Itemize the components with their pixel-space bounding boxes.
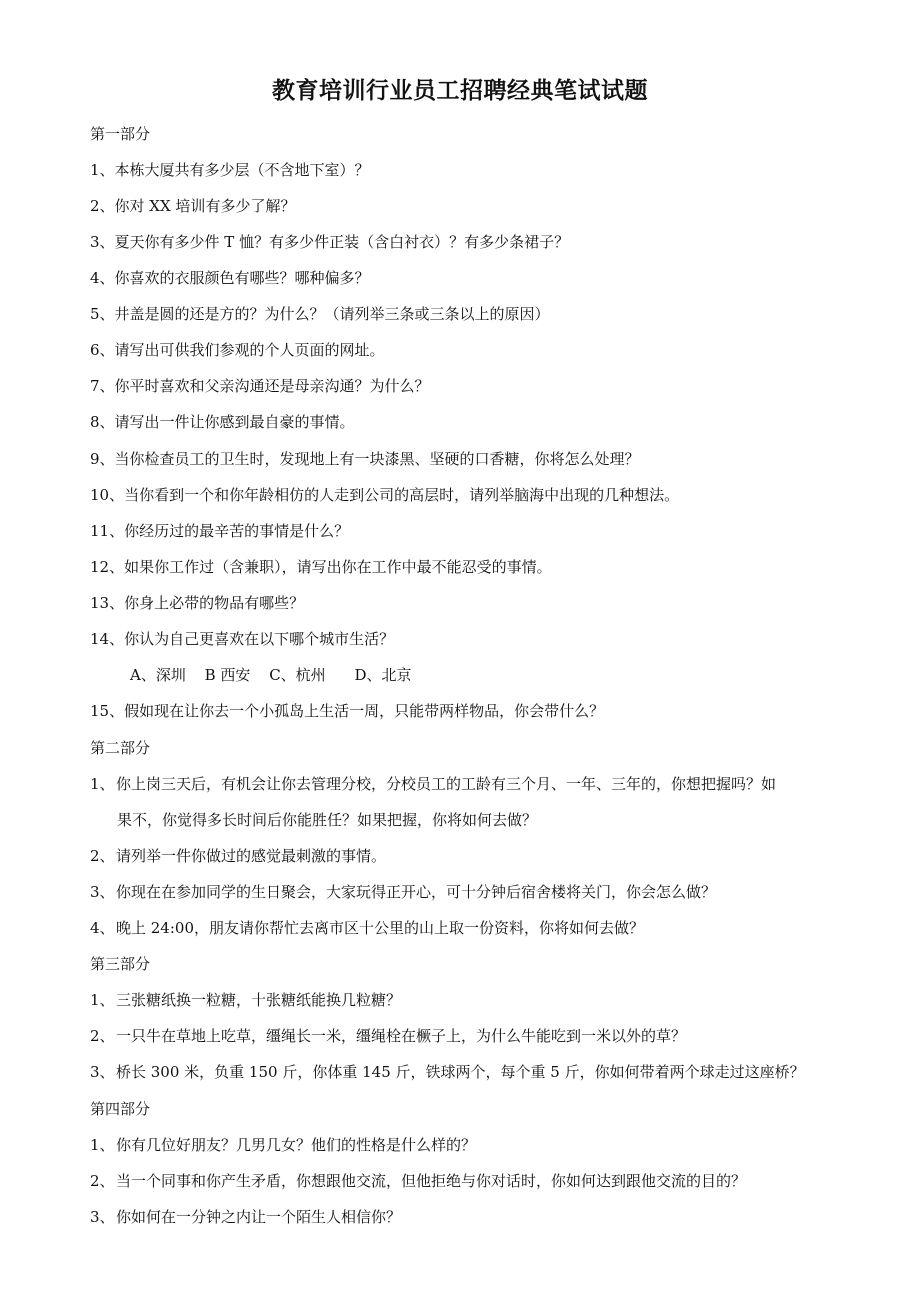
question-1-12: 12、如果你工作过（含兼职），请写出你在工作中最不能忍受的事情。 [90,558,552,576]
question-2-1 [90,774,840,794]
section-heading-4: 第四部分 [90,1100,151,1118]
question-text: 你上岗三天后，有机会让你去管理分校，分校员工的工龄有三个月、一年、三年的，你想把握吗？如 [116,775,777,793]
question-1-8: 8、请写出一件让你感到最自豪的事情。 [90,413,355,431]
section-heading-2: 第二部分 [90,739,151,757]
question-2-2 [90,846,840,866]
question-2-4 [90,918,840,938]
question-1-10: 10、当你看到一个和你年龄相仿的人走到公司的高层时，请列举脑海中出现的几种想法。 [90,486,680,504]
question-text: 你有几位好朋友？几男几女？他们的性格是什么样的？ [116,1136,477,1154]
question-1-4: 4、你喜欢的衣服颜色有哪些？哪种偏多？ [90,269,370,287]
question-number: 3、 [90,1208,115,1226]
question-1-1: 1、本栋大厦共有多少层（不含地下室）？ [90,161,370,179]
section-heading-3: 第三部分 [90,955,151,973]
question-number: 1、 [90,1136,115,1154]
question-number: 1、 [90,991,115,1009]
question-1-15: 15、假如现在让你去一个小孤岛上生活一周，只能带两样物品，你会带什么？ [90,702,605,720]
question-number: 2、 [90,1172,115,1190]
question-text: 三张糖纸换一粒糖，十张糖纸能换几粒糖？ [116,991,402,1009]
question-4-1 [90,1135,840,1155]
section-heading-1: 第一部分 [90,125,151,143]
question-4-3 [90,1207,840,1227]
page-title: 教育培训行业员工招聘经典笔试试题 [272,78,648,104]
question-4-2 [90,1171,840,1191]
question-1-13: 13、你身上必带的物品有哪些？ [90,594,305,612]
question-1-6: 6、请写出可供我们参观的个人页面的网址。 [90,341,385,359]
question-number: 2、 [90,1027,115,1045]
question-text: 你现在在参加同学的生日聚会，大家玩得正开心，可十分钟后宿舍楼将关门，你会怎么做？ [116,883,717,901]
question-1-2: 2、你对 XX 培训有多少了解？ [90,197,296,215]
question-1-11: 11、你经历过的最辛苦的事情是什么？ [90,522,350,540]
question-number: 3、 [90,1063,115,1081]
option-a: A、深圳 [130,666,186,684]
question-3-2 [90,1026,840,1046]
question-1-9: 9、当你检查员工的卫生时，发现地上有一块漆黑、坚硬的口香糖，你将怎么处理？ [90,450,640,468]
question-1-3: 3、夏天你有多少件 T 恤？有多少件正装（含白衬衣）？有多少条裙子？ [90,233,570,251]
question-2-1-continued: 果不，你觉得多长时间后你能胜任？如果把握，你将如何去做？ [117,811,538,829]
question-number: 2、 [90,847,115,865]
question-1-5: 5、井盖是圆的还是方的？为什么？（请列举三条或三条以上的原因） [90,305,550,323]
question-number: 4、 [90,919,115,937]
question-1-14: 14、你认为自己更喜欢在以下哪个城市生活？ [90,630,395,648]
question-number: 1、 [90,775,115,793]
question-text: 晚上 24:00，朋友请你帮忙去离市区十公里的山上取一份资料，你将如何去做？ [116,919,644,937]
question-3-3 [90,1062,840,1082]
question-1-7: 7、你平时喜欢和父亲沟通还是母亲沟通？为什么？ [90,377,430,395]
option-d: D、北京 [354,666,412,684]
question-number: 3、 [90,883,115,901]
option-c: C、杭州 [269,666,326,684]
question-text: 一只牛在草地上吃草，缰绳长一米，缰绳栓在橛子上，为什么牛能吃到一米以外的草？ [116,1027,687,1045]
question-text: 你如何在一分钟之内让一个陌生人相信你？ [116,1208,402,1226]
question-text: 请列举一件你做过的感觉最刺激的事情。 [116,847,387,865]
question-text: 桥长 300 米，负重 150 斤，你体重 145 斤，铁球两个，每个重 5 斤，你如何带着两个球走过这座桥？ [116,1063,805,1081]
question-3-1 [90,990,840,1010]
question-2-3 [90,882,840,902]
question-text: 当一个同事和你产生矛盾，你想跟他交流，但他拒绝与你对话时，你如何达到跟他交流的目的？ [116,1172,747,1190]
option-b: B 西安 [204,666,251,684]
options-row [130,665,880,685]
